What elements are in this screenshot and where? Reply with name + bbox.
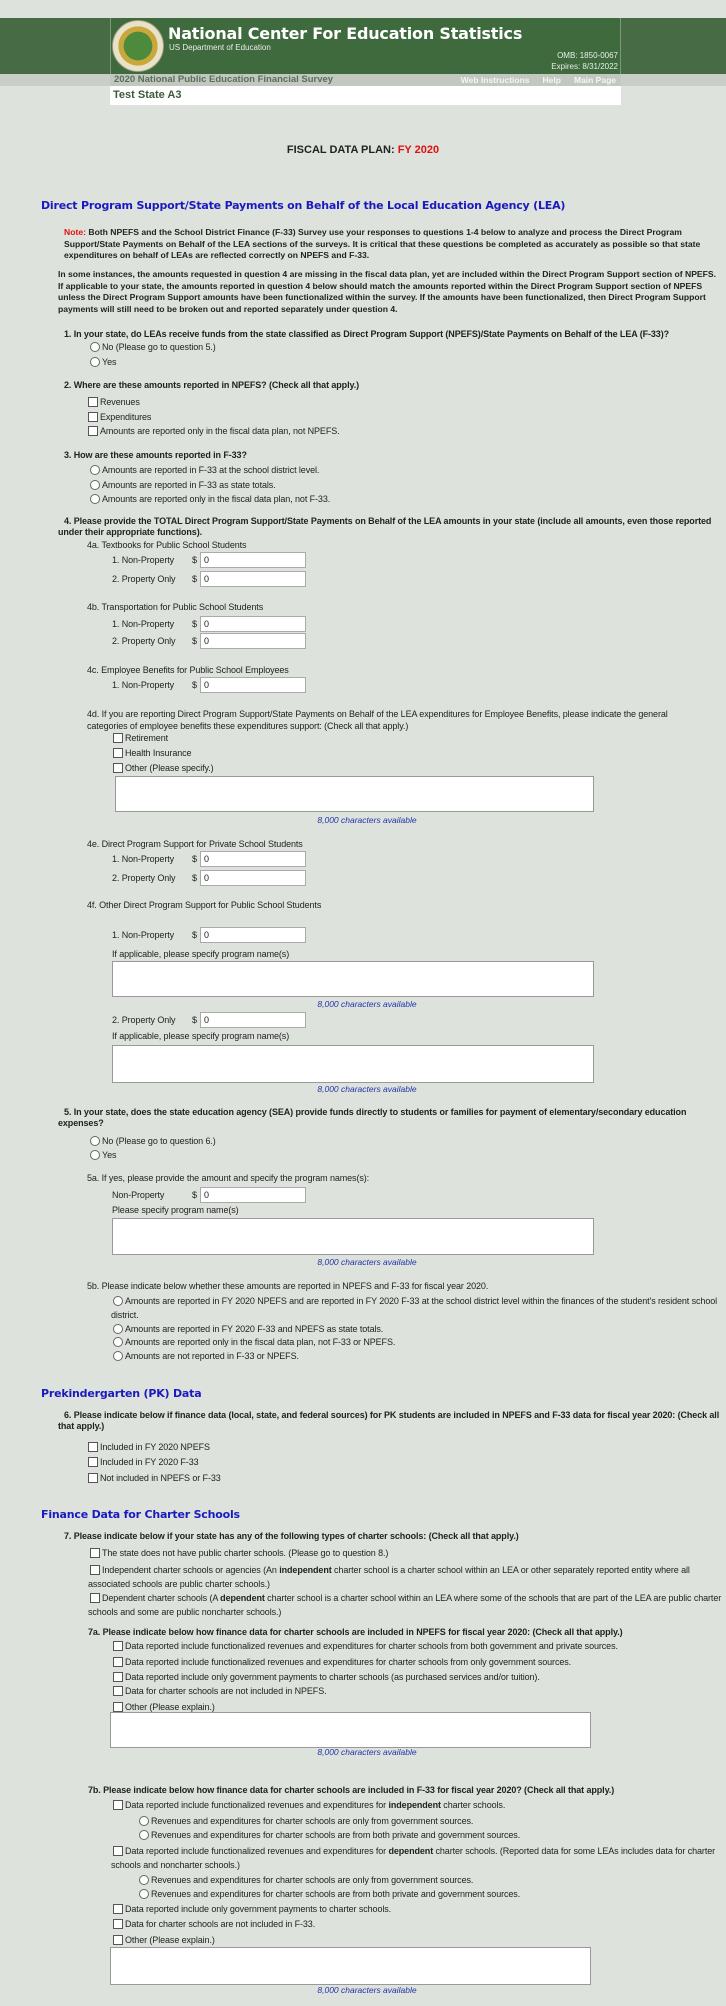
option-label: Data reported include only government payments to charter schools.: [125, 1904, 392, 1914]
site-subtitle: US Department of Education: [169, 43, 271, 52]
nav-help[interactable]: Help: [542, 75, 561, 85]
currency-symbol: $: [192, 930, 198, 940]
q7b-independent-government-only[interactable]: [139, 1814, 473, 1828]
q5b-option-2[interactable]: [113, 1322, 383, 1336]
omb-number: OMB: 1850-0067: [557, 51, 618, 60]
q5-option-no[interactable]: [90, 1134, 216, 1148]
question-6: 6. Please indicate below if finance data (local, state, and federal sources) for PK students are included in NPEFS and F-33 data for fiscal year 2020: (Check all that apply.): [58, 1410, 720, 1431]
q7-option-independent[interactable]: [88, 1563, 726, 1591]
q4a-non-property-input[interactable]: 0: [200, 552, 306, 568]
radio-button[interactable]: [139, 1816, 149, 1826]
q1-option-yes[interactable]: [90, 355, 116, 369]
q7-option-dependent[interactable]: [88, 1591, 726, 1619]
radio-button[interactable]: [139, 1889, 149, 1899]
option-label: Amounts are not reported in F-33 or NPEFS.: [125, 1351, 299, 1361]
currency-symbol: $: [192, 636, 198, 646]
q5b-option-3[interactable]: [113, 1335, 395, 1349]
q4d-option-health-insurance[interactable]: [113, 746, 191, 760]
option-label: Other (Please explain.): [125, 1702, 215, 1712]
q4a-label: 4a. Textbooks for Public School Students: [87, 540, 247, 550]
radio-button[interactable]: [113, 1351, 123, 1361]
q4f-program-name-label: If applicable, please specify program name(s): [112, 949, 290, 959]
radio-button[interactable]: [90, 1136, 100, 1146]
q5-option-yes[interactable]: [90, 1148, 116, 1162]
option-label: Data reported include functionalized revenues and expenditures for charter schools from both government and private sources.: [125, 1641, 618, 1651]
page-title-label: FISCAL DATA PLAN:: [286, 144, 398, 156]
section-heading-charter-schools: Finance Data for Charter Schools: [41, 1508, 240, 1521]
checkbox[interactable]: [113, 1702, 123, 1712]
option-label: Other (Please specify.): [125, 763, 214, 773]
option-label: charter schools. (Reported data for some LEAs includes data for charter schools and noncharter schools.): [111, 1846, 716, 1870]
q3-option-1[interactable]: [90, 463, 319, 477]
checkbox[interactable]: [113, 1800, 123, 1810]
currency-symbol: $: [192, 873, 198, 883]
checkbox[interactable]: [90, 1565, 100, 1575]
checkbox[interactable]: [88, 1442, 98, 1452]
q7b-characters-available: 8,000 characters available: [317, 1985, 417, 1995]
note-text: [64, 227, 716, 262]
checkbox[interactable]: [113, 1919, 123, 1929]
q7b-option-government-payments[interactable]: [113, 1902, 391, 1916]
option-label: Revenues and expenditures for charter schools are from both private and government sources.: [151, 1889, 521, 1899]
q4b-non-property-label: 1. Non-Property: [112, 619, 175, 629]
department-of-education-seal-logo: [112, 20, 164, 72]
option-label: Expenditures: [100, 412, 152, 422]
q7b-option-not-included[interactable]: [113, 1917, 315, 1931]
note-label: Note:: [64, 227, 86, 237]
q2-option-expenditures[interactable]: [88, 410, 151, 424]
survey-name: 2020 National Public Education Financial Survey: [114, 74, 334, 85]
option-label: Yes: [102, 1150, 117, 1160]
checkbox[interactable]: [88, 1473, 98, 1483]
q7a-option-1[interactable]: [113, 1639, 618, 1653]
q5b-option-1[interactable]: [111, 1294, 723, 1322]
q3-option-3[interactable]: [90, 492, 330, 506]
radio-button[interactable]: [90, 1150, 100, 1160]
q4a-non-property-label: 1. Non-Property: [112, 555, 175, 565]
radio-button[interactable]: [113, 1296, 123, 1306]
option-label: Not included in NPEFS or F-33: [100, 1473, 221, 1483]
question-7b: 7b. Please indicate below how finance data for charter schools are included in F-33 for fiscal year 2020? (Check all that apply.): [88, 1785, 615, 1795]
q2-option-fiscal-plan-only[interactable]: [88, 424, 340, 438]
q4b-property-only-label: 2. Property Only: [112, 636, 176, 646]
checkbox[interactable]: [113, 1672, 123, 1682]
option-label: Data reported include only government payments to charter schools (as purchased services and/or tuition).: [125, 1672, 540, 1682]
q4f-characters-available: 8,000 characters available: [317, 999, 417, 1009]
q4b-label: 4b. Transportation for Public School Students: [87, 602, 264, 612]
q5a-non-property-input[interactable]: 0: [200, 1187, 306, 1203]
option-label: charter schools.: [440, 1800, 506, 1810]
q6-option-npefs[interactable]: [88, 1440, 210, 1454]
site-title: National Center For Education Statistics: [168, 24, 523, 43]
q4a-property-only-input[interactable]: 0: [200, 571, 306, 587]
option-label: Amounts are reported only in the fiscal data plan, not F-33 or NPEFS.: [125, 1337, 396, 1347]
option-label: Yes: [102, 357, 117, 367]
q7b-independent-private-and-government[interactable]: [139, 1828, 520, 1842]
checkbox[interactable]: [88, 1457, 98, 1467]
q4d-label: 4d. If you are reporting Direct Program Support/State Payments on Behalf of the LEA expenditures for Employee Benefits, please indicate the general categories of employee benefits these expenditures support: (Check all that apply.): [87, 709, 668, 731]
q7b-option-other[interactable]: [113, 1933, 215, 1947]
currency-symbol: $: [192, 619, 198, 629]
currency-symbol: $: [192, 1015, 198, 1025]
emphasis: independent: [279, 1565, 332, 1575]
q5a-non-property-label: Non-Property: [112, 1190, 165, 1200]
checkbox[interactable]: [113, 1657, 123, 1667]
q6-option-f33[interactable]: [88, 1455, 199, 1469]
currency-symbol: $: [192, 574, 198, 584]
option-label: Amounts are reported only in the fiscal data plan, not F-33.: [102, 494, 331, 504]
radio-button[interactable]: [113, 1337, 123, 1347]
q4d-option-other[interactable]: [113, 761, 214, 775]
q7b-option-independent[interactable]: [113, 1798, 505, 1812]
q4e-property-only-label: 2. Property Only: [112, 873, 176, 883]
question-7: 7. Please indicate below if your state has any of the following types of charter schools: (Check all that apply.): [64, 1531, 519, 1541]
checkbox[interactable]: [113, 763, 123, 773]
radio-button[interactable]: [113, 1324, 123, 1334]
checkbox[interactable]: [90, 1593, 100, 1603]
checkbox[interactable]: [113, 748, 123, 758]
option-label: Amounts are reported in FY 2020 F-33 and NPEFS as state totals.: [125, 1324, 384, 1334]
q4d-characters-available: 8,000 characters available: [317, 815, 417, 825]
q4f-characters-available-2: 8,000 characters available: [317, 1084, 417, 1094]
option-label: charter school is a charter school within an LEA or other separately reported entity where all associated schools are public charter schools.): [88, 1565, 690, 1589]
option-label: Data reported include functionalized revenues and expenditures for: [125, 1800, 389, 1810]
omb-info: [551, 50, 618, 72]
instructions-paragraph: In some instances, the amounts requested in question 4 are missing in the fiscal data plan, yet are included within the Direct Program Support section of NPEFS. If applicable to your state, the amounts reported in question 4 below should match the amounts reported within the Direct Program Support section of NPEFS unless the Direct Program Support amounts have been functionalized within the survey. If the amounts have been functionalized, then Direct Program Support payments will still need to be broken out and reported separately under question 4.: [58, 269, 717, 314]
emphasis: independent: [388, 1800, 441, 1810]
option-label: Retirement: [125, 733, 169, 743]
q4f-non-property-input[interactable]: 0: [200, 927, 306, 943]
question-2: 2. Where are these amounts reported in NPEFS? (Check all that apply.): [64, 380, 360, 390]
radio-button[interactable]: [90, 342, 100, 352]
checkbox[interactable]: [113, 1686, 123, 1696]
q4f-property-only-label: 2. Property Only: [112, 1015, 176, 1025]
option-label: Data reported include functionalized revenues and expenditures for: [125, 1846, 389, 1856]
option-label: Revenues and expenditures for charter schools are only from government sources.: [151, 1875, 474, 1885]
q6-option-not-included[interactable]: [88, 1471, 221, 1485]
option-label: Amounts are reported in F-33 at the school district level.: [102, 465, 320, 475]
state-name: Test State A3: [113, 89, 182, 101]
option-label: Included in FY 2020 F-33: [100, 1457, 199, 1467]
nav-main-page[interactable]: Main Page: [573, 75, 616, 85]
q4f-property-only-input[interactable]: 0: [200, 1012, 306, 1028]
q7-option-no-charter[interactable]: [90, 1546, 388, 1560]
q4a-property-only-label: 2. Property Only: [112, 574, 176, 584]
q4d-other-textarea[interactable]: [115, 776, 594, 812]
option-label: Amounts are reported in F-33 as state totals.: [102, 480, 276, 490]
q2-option-revenues[interactable]: [88, 395, 140, 409]
option-label: Amounts are reported only in the fiscal data plan, not NPEFS.: [100, 426, 340, 436]
checkbox[interactable]: [90, 1548, 100, 1558]
state-bar: [110, 86, 621, 105]
q7b-other-textarea[interactable]: [110, 1947, 591, 1985]
option-label: Independent charter schools or agencies (An: [102, 1565, 280, 1575]
q4f-program-name-label-2: If applicable, please specify program name(s): [112, 1031, 290, 1041]
option-label: The state does not have public charter schools. (Please go to question 8.): [102, 1548, 389, 1558]
emphasis: dependent: [388, 1846, 434, 1856]
checkbox[interactable]: [88, 412, 98, 422]
option-label: Health Insurance: [125, 748, 192, 758]
q4e-non-property-label: 1. Non-Property: [112, 854, 175, 864]
q5b-option-4[interactable]: [113, 1349, 299, 1363]
checkbox[interactable]: [113, 1641, 123, 1651]
checkbox[interactable]: [113, 1904, 123, 1914]
q4f-non-property-label: 1. Non-Property: [112, 930, 175, 940]
q7a-characters-available: 8,000 characters available: [317, 1747, 417, 1757]
q7b-option-dependent[interactable]: [111, 1844, 725, 1872]
section-heading-prekindergarten: Prekindergarten (PK) Data: [41, 1387, 202, 1400]
option-label: No (Please go to question 5.): [102, 342, 216, 352]
checkbox[interactable]: [113, 1935, 123, 1945]
q5a-label: 5a. If yes, please provide the amount and specify the program names(s):: [87, 1173, 370, 1183]
option-label: Dependent charter schools (A: [102, 1593, 221, 1603]
radio-button[interactable]: [90, 357, 100, 367]
q4e-property-only-input[interactable]: 0: [200, 870, 306, 886]
currency-symbol: $: [192, 854, 198, 864]
question-7a: 7a. Please indicate below how finance data for charter schools are included in NPEFS for fiscal year 2020: (Check all that apply.): [88, 1627, 623, 1637]
option-label: Included in FY 2020 NPEFS: [100, 1442, 210, 1452]
q4f-property-program-textarea[interactable]: [112, 1045, 594, 1083]
radio-button[interactable]: [90, 465, 100, 475]
radio-button[interactable]: [90, 494, 100, 504]
nav-links: [448, 74, 616, 86]
checkbox[interactable]: [113, 1846, 123, 1856]
q4c-non-property-label: 1. Non-Property: [112, 680, 175, 690]
q7a-option-3[interactable]: [113, 1670, 540, 1684]
question-3: 3. How are these amounts reported in F-33?: [64, 450, 247, 460]
q4b-non-property-input[interactable]: 0: [200, 616, 306, 632]
option-label: Amounts are reported in FY 2020 NPEFS and are reported in FY 2020 F-33 at the school district level within the finances of the student's resident school district.: [111, 1296, 718, 1320]
q7a-other-textarea[interactable]: [110, 1712, 591, 1748]
radio-button[interactable]: [139, 1830, 149, 1840]
page-title: [0, 144, 726, 156]
option-label: Data reported include functionalized revenues and expenditures for charter schools from only government sources.: [125, 1657, 572, 1667]
currency-symbol: $: [192, 1190, 198, 1200]
question-4: 4. Please provide the TOTAL Direct Program Support/State Payments on Behalf of the LEA amounts in your state (include all amounts, even those reported under their appropriate functions).: [58, 516, 712, 537]
emphasis: dependent: [220, 1593, 265, 1603]
q4c-label: 4c. Employee Benefits for Public School Employees: [87, 665, 289, 675]
q4e-non-property-input[interactable]: 0: [200, 851, 306, 867]
q4f-label: 4f. Other Direct Program Support for Public School Students: [87, 900, 322, 910]
option-label: Data for charter schools are not included in NPEFS.: [125, 1686, 327, 1696]
currency-symbol: $: [192, 680, 198, 690]
q7b-dependent-government-only[interactable]: [139, 1873, 473, 1887]
note-body: Both NPEFS and the School District Finance (F-33) Survey use your responses to questions 1-4 below to analyze and process the Direct Program Support/State Payments on Behalf of the LEA sections of the surveys. It is critical that these questions be completed as accurately as possible so that state expenditures on behalf of LEAs are reflected correctly on NPEFS and F-33.: [64, 227, 701, 260]
option-label: Other (Please explain.): [125, 1935, 215, 1945]
q4e-label: 4e. Direct Program Support for Private School Students: [87, 839, 303, 849]
option-label: No (Please go to question 6.): [102, 1136, 216, 1146]
option-label: Revenues: [100, 397, 140, 407]
q1-option-no[interactable]: [90, 340, 216, 354]
option-label: Revenues and expenditures for charter schools are only from government sources.: [151, 1816, 474, 1826]
page-title-year: FY 2020: [397, 144, 440, 156]
option-label: Data for charter schools are not included in F-33.: [125, 1919, 316, 1929]
section-heading-direct-program-support: Direct Program Support/State Payments on Behalf of the Local Education Agency (LEA): [41, 199, 566, 212]
radio-button[interactable]: [90, 480, 100, 490]
q4d-option-retirement[interactable]: [113, 731, 168, 745]
nav-web-instructions[interactable]: Web Instructions: [460, 75, 530, 85]
q5a-program-textarea[interactable]: [112, 1218, 594, 1255]
q5a-characters-available: 8,000 characters available: [317, 1257, 417, 1267]
q7b-dependent-private-and-government[interactable]: [139, 1887, 520, 1901]
q7a-option-4[interactable]: [113, 1684, 327, 1698]
checkbox[interactable]: [88, 397, 98, 407]
question-5: 5. In your state, does the state education agency (SEA) provide funds directly to students or families for payment of elementary/secondary education expenses?: [58, 1107, 687, 1128]
q5b-label: 5b. Please indicate below whether these amounts are reported in NPEFS and F-33 for fiscal year 2020.: [87, 1281, 489, 1291]
q4c-non-property-input[interactable]: 0: [200, 677, 306, 693]
checkbox[interactable]: [88, 426, 98, 436]
q3-option-2[interactable]: [90, 478, 276, 492]
expiry-date: Expires: 8/31/2022: [551, 62, 618, 71]
q5a-specify-label: Please specify program name(s): [112, 1205, 239, 1215]
option-label: Revenues and expenditures for charter schools are from both private and government sources.: [151, 1830, 521, 1840]
option-label: charter school is a charter school within an LEA where some of the schools that are part of the LEA are public charter schools and some are public noncharter schools.): [88, 1593, 722, 1617]
checkbox[interactable]: [113, 733, 123, 743]
q4f-non-property-program-textarea[interactable]: [112, 961, 594, 997]
q7a-option-2[interactable]: [113, 1655, 571, 1669]
currency-symbol: $: [192, 555, 198, 565]
question-1: 1. In your state, do LEAs receive funds from the state classified as Direct Program Support (NPEFS)/State Payments on Behalf of the LEA (F-33)?: [64, 329, 670, 339]
q4b-property-only-input[interactable]: 0: [200, 633, 306, 649]
radio-button[interactable]: [139, 1875, 149, 1885]
